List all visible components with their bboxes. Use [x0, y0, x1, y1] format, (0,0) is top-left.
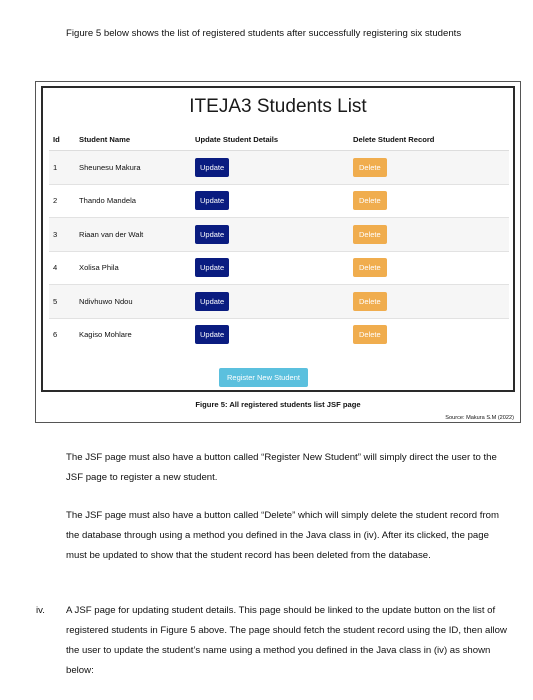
student-id: 6 — [49, 318, 75, 351]
delete-button[interactable]: Delete — [353, 191, 387, 210]
student-name: Xolisa Phila — [75, 251, 191, 285]
student-id: 4 — [49, 251, 75, 285]
student-name: Ndivhuwo Ndou — [75, 285, 191, 319]
table-row — [49, 285, 509, 319]
student-name: Thando Mandela — [75, 184, 191, 218]
student-name: Riaan van der Walt — [75, 218, 191, 252]
table-header-row — [49, 128, 509, 151]
student-name: Kagiso Mohlare — [75, 318, 191, 351]
student-id: 5 — [49, 285, 75, 319]
delete-button[interactable]: Delete — [353, 325, 387, 344]
figure-caption: Figure 5: All registered students list JSF page — [195, 400, 361, 409]
table-row — [49, 251, 509, 285]
table-row — [49, 184, 509, 218]
update-button[interactable]: Update — [195, 258, 229, 277]
delete-button[interactable]: Delete — [353, 258, 387, 277]
students-table — [49, 128, 509, 351]
intro-paragraph: Figure 5 below shows the list of registered students after successfully registering six students — [66, 28, 462, 39]
student-id: 1 — [49, 151, 75, 185]
update-button[interactable]: Update — [195, 191, 229, 210]
delete-button[interactable]: Delete — [353, 292, 387, 311]
page-title: ITEJA3 Students List — [189, 96, 367, 117]
student-id: 2 — [49, 184, 75, 218]
column-header-student-name: Student Name — [75, 128, 191, 151]
delete-button[interactable]: Delete — [353, 225, 387, 244]
student-name: Sheunesu Makura — [75, 151, 191, 185]
register-new-student-button[interactable]: Register New Student — [219, 368, 308, 387]
update-button[interactable]: Update — [195, 158, 229, 177]
table-row — [49, 318, 509, 351]
update-button[interactable]: Update — [195, 292, 229, 311]
paragraph-delete-button: The JSF page must also have a button called “Delete” which will simply delete the student record from the database through using a method you defined in the Java class in (iv). After its clicked, the page must be updated to show that the student record has been deleted from the database. — [66, 510, 499, 561]
table-row — [49, 218, 509, 252]
students-list-screenshot — [41, 86, 515, 392]
paragraph-register-button: The JSF page must also have a button called “Register New Student” will simply direct the user to the JSF page to register a new student. — [66, 452, 497, 483]
column-header-delete: Delete Student Record — [349, 128, 509, 151]
update-button[interactable]: Update — [195, 225, 229, 244]
list-marker: iv. — [36, 605, 45, 616]
update-button[interactable]: Update — [195, 325, 229, 344]
delete-button[interactable]: Delete — [353, 158, 387, 177]
table-row — [49, 151, 509, 185]
column-header-update: Update Student Details — [191, 128, 349, 151]
column-header-id: Id — [49, 128, 75, 151]
figure-5 — [35, 81, 521, 423]
figure-source: Source: Makura S.M (2022) — [445, 415, 514, 421]
paragraph-update-page: A JSF page for updating student details. This page should be linked to the update button on the list of registered students in Figure 5 above. The page should fetch the student record using the ID, then allow the user to update the student’s name using a method you defined in the Java class in (iv) as shown below: — [66, 605, 507, 676]
student-id: 3 — [49, 218, 75, 252]
